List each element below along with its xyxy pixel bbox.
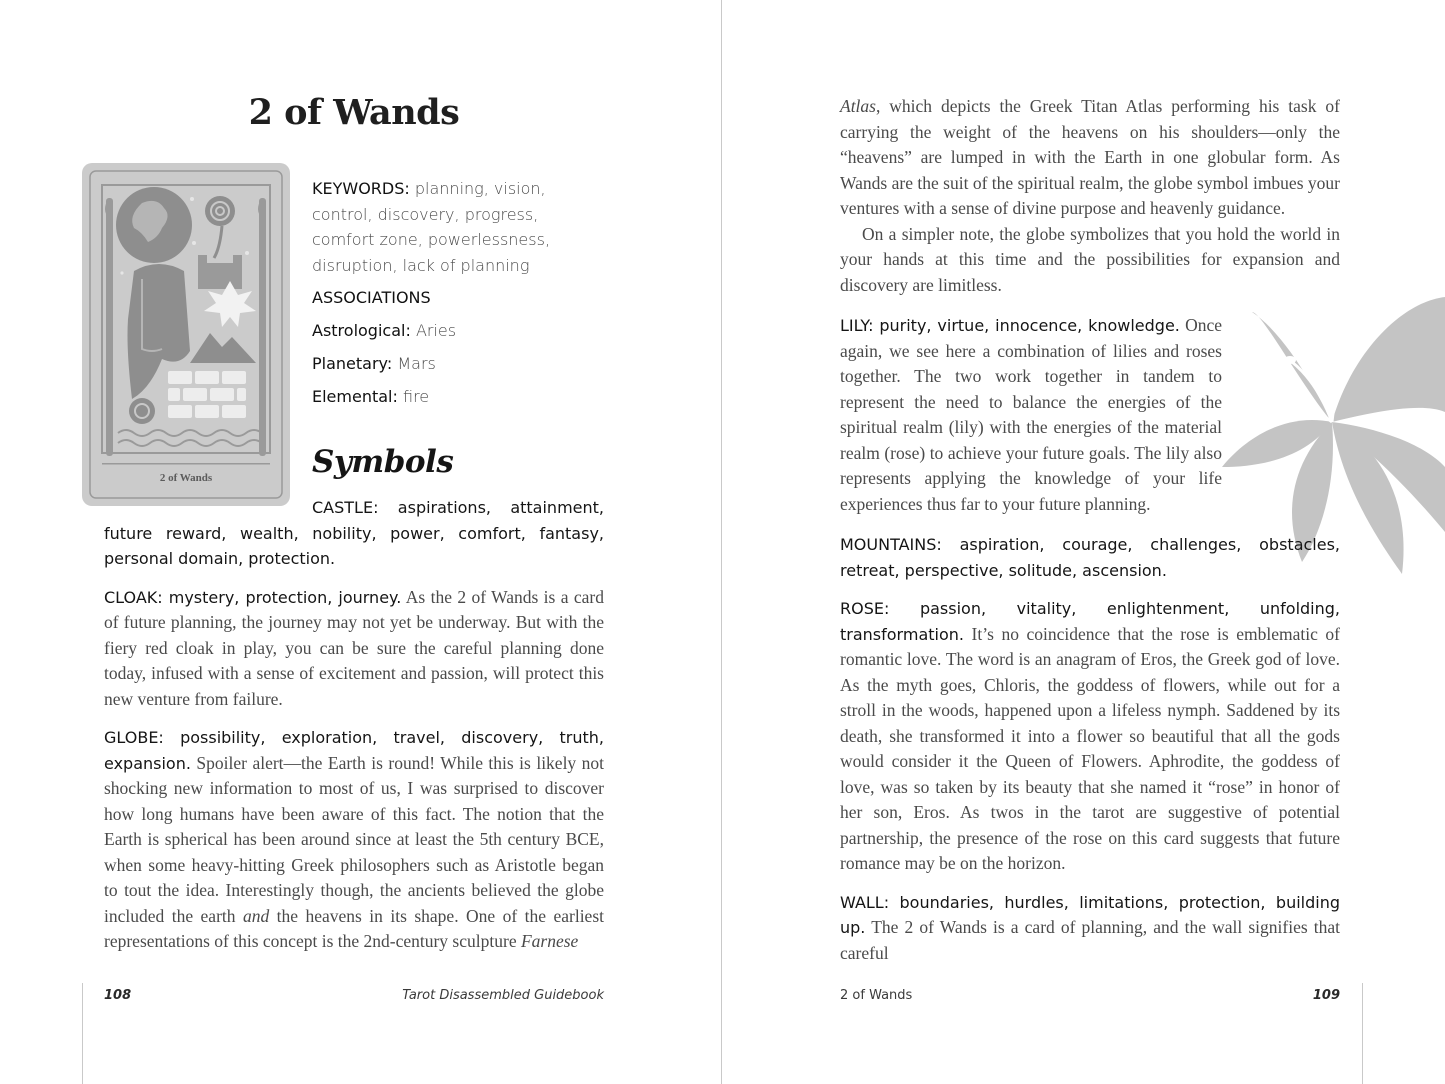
lily-body: Once again, we see here a combination of lilies and roses together. The two work together in tandem to represent the need to balance the energies of the spiritual realm (lily) with the energies of the material realm (rose) to achieve your future goals. The lily also represents applying the knowledge of your life experiences thus far to your future planning. [840,315,1222,514]
wand-left [106,198,113,456]
lily-term: LILY: purity, virtue, innocence, knowledge. [840,316,1180,335]
wall-entry [840,890,1340,967]
left-page [0,0,721,1084]
right-top-text [840,94,1340,311]
associations-heading: ASSOCIATIONS [312,288,431,307]
left-symbols-text [104,495,604,968]
lily-entry [840,313,1222,517]
rose-body: It’s no coincidence that the rose is emblematic of romantic love. The word is an anagram of Eros, the Greek god of love. As the myth goes, Chloris, the goddess of flowers, while out for a stroll in the woods, happened upon a lifeless nymph. Saddened by its death, she transformed it into a flower so beautiful that all the gods would consider it the Queen of Flowers. Aphrodite, the goddess of love, was so taken by its beauty that she named it “rose” in honor of her son, Eros. As twos in the tarot are suggestive of potential partnership, the presence of the rose on this card suggests that future romance may be on the horizon. [840,623,1340,873]
page-title: 2 of Wands [248,92,460,133]
wand-right [259,198,266,456]
rose-icon [205,196,235,226]
tarot-card-illustration [82,163,290,506]
wall-term: WALL: boundaries, hurdles, limitations, protection, building up. [840,892,1340,937]
globe-continuation: Atlas, which depicts the Greek Titan Atlas performing his task of carrying the weight of the heavens on his shoulders—only the “heavens” are lumped in with the Earth in one globular form. As Wands are the suit of the spiritual realm, the globe symbol imbues your ventures with a sense of divine purpose and heavenly guidance. [840,96,1340,218]
keywords-label: KEYWORDS: [312,179,410,198]
association-astrological: Astrological: Aries [312,321,457,340]
association-elemental: Elemental: fire [312,387,430,406]
running-title-right: 2 of Wands [840,988,913,1003]
globe-continuation-2: On a simpler note, the globe symbolizes that you hold the world in your hands at this time and the possibilities for expansion and discovery are limitless. [840,223,1340,295]
right-lower-text [840,532,1340,979]
castle-icon [202,263,238,289]
castle-entry: CASTLE: aspirations, attainment, future reward, wealth, nobility, power, comfort, fantasy, personal domain, protection. [104,498,604,568]
card-metadata [312,176,604,417]
keywords [312,176,604,278]
rose-term: ROSE: passion, vitality, enlightenment, unfolding, transformation. [840,599,1340,644]
page-number-right: 109 [1312,988,1340,1003]
association-planetary: Planetary: Mars [312,354,436,373]
page-number-left: 108 [104,988,132,1003]
keywords-text: planning, vision, control, discovery, progress, comfort zone, powerlessness, disruption, lack of planning [312,179,551,275]
footer-rule-left [82,983,83,1084]
globe-term: GLOBE: possibility, exploration, travel, discovery, truth, expansion. [104,728,604,773]
lily-entry-block [840,313,1222,530]
rose-entry [840,596,1340,877]
card-art [82,163,290,506]
mountains-icon [190,333,256,363]
running-title-left: Tarot Disassembled Guidebook [402,988,604,1003]
cloak-body: As the 2 of Wands is a card of future planning, the journey may not yet be underway. But with the fiery red cloak in play, you can be sure the careful planning done today, infused with a sense of excitement and passion, will protect this new venture from failure. [104,586,604,709]
waves-icon [118,430,262,446]
cloak-entry [104,585,604,713]
mountains-entry: MOUNTAINS: aspiration, courage, challenges, obstacles, retreat, perspective, solitude, ascension. [840,535,1340,580]
globe-entry: GLOBE: possibility, exploration, travel, discovery, truth, expansion. Spoiler alert—the Earth is round! While this is likely not shocking new information to most of us, I was surprised to discover how long humans have been aware of this fact. The notion that the Earth is spherical has been around since at least the 5th century BCE, when some heavy-hitting Greek philosophers such as Aristotle began to tout the idea. Interestingly though, the ancients believed the globe included the earth and the heavens in its shape. One of the earliest representations of this concept is the 2nd-century sculpture Farnese [104,728,605,951]
wall-icon [168,371,246,418]
right-page [722,0,1445,1084]
wall-body: The 2 of Wands is a card of planning, and the wall signifies that careful [840,917,1340,963]
footer-rule-right [1362,983,1363,1084]
card-label: 2 of Wands [159,472,213,484]
cloak-term: CLOAK: mystery, protection, journey. [104,587,402,607]
symbols-heading: Symbols [312,444,454,480]
